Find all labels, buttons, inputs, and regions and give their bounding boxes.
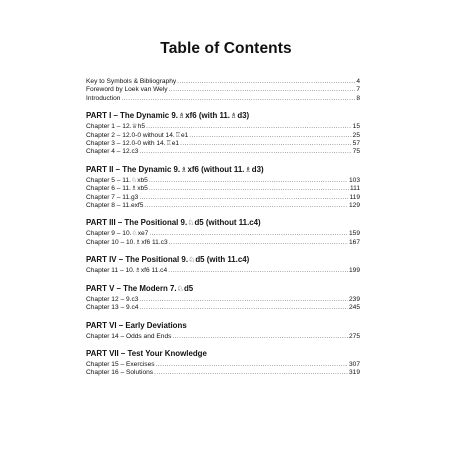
knight-icon: ♘ — [131, 230, 138, 238]
part-heading-text: d3) — [237, 111, 250, 121]
part-heading-text: d5 — [183, 283, 194, 293]
rook-icon: ♖ — [175, 131, 181, 139]
bishop-icon: ♗ — [131, 185, 137, 193]
knight-icon: ♘ — [176, 283, 184, 293]
dot-leader — [154, 369, 348, 377]
front-matter-list — [86, 78, 360, 103]
part-heading-text: PART VI – Early Deviations — [86, 320, 187, 330]
part-heading-text: d5 (with 11.c4) — [195, 255, 250, 265]
toc-entry-chapter[interactable] — [86, 267, 360, 275]
toc-entry-chapter[interactable] — [86, 369, 360, 377]
rook-icon: ♖ — [165, 140, 172, 148]
chapter-text: Chapter 5 – 11. — [86, 176, 131, 184]
chapter-text: xf6 11.c3 — [141, 238, 168, 246]
toc-entry-chapter[interactable] — [86, 230, 360, 238]
chapter-text: Chapter 9 – 10. — [86, 230, 132, 238]
part-heading-3 — [86, 218, 360, 227]
page-title: Table of Contents — [160, 40, 292, 57]
toc-entry-chapter[interactable] — [86, 296, 360, 304]
toc-entry-page: 57 — [352, 140, 360, 148]
toc-entry-chapter[interactable] — [86, 202, 360, 210]
dot-leader — [169, 239, 348, 247]
toc-entry-page: 129 — [348, 202, 360, 210]
toc-entry-page: 159 — [348, 230, 360, 238]
dot-leader — [144, 202, 348, 210]
toc-entry-page: 245 — [348, 304, 360, 312]
part-heading-1 — [86, 111, 360, 120]
toc-entry-label — [86, 132, 188, 140]
toc-entry-chapter[interactable] — [86, 123, 360, 131]
part-heading-text: xf6 (without 11. — [187, 164, 245, 174]
toc-entry-chapter[interactable] — [86, 304, 360, 312]
toc-entry-label: Foreword by Loek van Wely — [86, 86, 168, 94]
toc-entry-label — [86, 177, 148, 185]
part-heading-5 — [86, 284, 360, 293]
dot-leader — [121, 95, 355, 103]
chapter-text: Chapter 2 – 12.0-0 without 14. — [86, 131, 175, 139]
part-heading-text: d3) — [251, 164, 264, 174]
toc-entry-page: 307 — [348, 360, 360, 368]
dot-leader — [146, 123, 352, 131]
knight-icon: ♘ — [131, 176, 137, 184]
chapter-text: Chapter 12 – 9.c3 — [86, 295, 139, 303]
knight-icon: ♘ — [187, 218, 195, 228]
chapter-text: Chapter 13 – 9.c4 — [86, 304, 139, 312]
chapter-text: xb5 — [137, 176, 148, 184]
dot-leader — [139, 296, 348, 304]
part-heading-text: xf6 (with 11. — [185, 111, 230, 121]
bishop-icon: ♗ — [134, 267, 141, 275]
bishop-icon: ♗ — [135, 238, 142, 246]
toc-entry-page: 103 — [348, 176, 360, 184]
toc-entry-chapter[interactable] — [86, 132, 360, 140]
chapter-text: Chapter 15 – Exercises — [86, 360, 155, 368]
chapter-text: Chapter 16 – Solutions — [86, 369, 154, 377]
toc-entry-chapter[interactable] — [86, 361, 360, 369]
chapter-text: Chapter 7 – 11.g3 — [86, 193, 139, 201]
toc-entry-chapter[interactable] — [86, 194, 360, 202]
toc-entry-label — [86, 140, 179, 148]
toc-entry-chapter[interactable] — [86, 140, 360, 148]
toc-entry-front-2[interactable] — [86, 95, 360, 103]
table-of-contents — [86, 78, 360, 378]
chapter-text: h5 — [137, 123, 146, 131]
toc-entry-page: 25 — [352, 131, 360, 139]
part-heading-7 — [86, 349, 360, 358]
dot-leader — [156, 361, 348, 369]
dot-leader — [172, 333, 348, 341]
toc-entry-label — [86, 239, 168, 247]
toc-entry-page: 119 — [349, 193, 360, 201]
toc-entry-label — [86, 267, 167, 275]
toc-entry-label — [86, 230, 148, 238]
toc-entry-label — [86, 202, 143, 210]
part-heading-text: PART IV – The Positional 9. — [86, 255, 189, 265]
toc-entry-label — [86, 296, 138, 304]
dot-leader — [139, 194, 348, 202]
toc-entry-label — [86, 333, 171, 341]
toc-entry-chapter[interactable] — [86, 177, 360, 185]
dot-leader — [168, 267, 348, 275]
toc-entry-page: 167 — [348, 238, 360, 246]
chapter-text: Chapter 3 – 12.0-0 with 14. — [86, 140, 166, 148]
toc-entry-page: 15 — [352, 123, 360, 131]
toc-entry-page: 319 — [348, 369, 360, 377]
toc-entry-chapter[interactable] — [86, 185, 360, 193]
bishop-icon: ♗ — [178, 111, 185, 121]
toc-entry-label — [86, 369, 153, 377]
dot-leader — [169, 86, 356, 94]
toc-entry-label — [86, 304, 138, 312]
part-heading-text: PART V – The Modern 7. — [86, 283, 177, 293]
dot-leader — [149, 177, 348, 185]
toc-entry-page: 239 — [348, 295, 360, 303]
chapter-text: Chapter 6 – 11. — [86, 185, 131, 193]
toc-entry-chapter[interactable] — [86, 333, 360, 341]
part-heading-text: d5 (without 11.c4) — [194, 218, 261, 228]
part-heading-2 — [86, 165, 360, 174]
part-heading-text: PART I – The Dynamic 9. — [86, 111, 178, 121]
toc-entry-page: 7 — [356, 86, 360, 94]
knight-icon: ♘ — [188, 255, 196, 265]
chapter-text: Chapter 11 – 10. — [86, 267, 135, 275]
part-heading-text: PART III – The Positional 9. — [86, 218, 188, 228]
toc-entry-page: 275 — [348, 332, 360, 340]
part-heading-6 — [86, 321, 360, 330]
chapter-text: Chapter 1 – 12. — [86, 123, 132, 131]
chapter-text: Chapter 10 – 10. — [86, 238, 136, 246]
queen-icon: ♕ — [131, 123, 138, 131]
toc-entry-page: 4 — [356, 78, 360, 85]
chapter-text: e1 — [171, 140, 180, 148]
toc-entry-label — [86, 185, 148, 193]
toc-entry-front-0[interactable] — [86, 78, 360, 86]
part-heading-text: PART II – The Dynamic 9. — [86, 164, 181, 174]
part-heading-4 — [86, 255, 360, 264]
toc-entry-page: 199 — [348, 267, 360, 275]
bishop-icon: ♗ — [180, 164, 188, 174]
toc-entry-label — [86, 194, 138, 202]
toc-entry-chapter[interactable] — [86, 148, 360, 156]
dot-leader — [149, 185, 349, 193]
toc-entry-label: Key to Symbols & Bibliography — [86, 78, 177, 85]
toc-entry-label — [86, 148, 138, 156]
dot-leader — [177, 78, 355, 86]
bishop-icon: ♗ — [230, 111, 238, 121]
dot-leader — [180, 140, 352, 148]
toc-entry-chapter[interactable] — [86, 239, 360, 247]
bishop-icon: ♗ — [244, 164, 252, 174]
dot-leader — [139, 304, 348, 312]
dot-leader — [139, 148, 351, 156]
chapter-text: xe7 — [137, 230, 149, 238]
chapter-text: Chapter 14 – Odds and Ends — [86, 332, 172, 340]
dot-leader — [189, 132, 351, 140]
toc-entry-page: 75 — [352, 148, 360, 156]
chapter-text: e1 — [180, 131, 189, 139]
parts-list — [86, 111, 360, 378]
chapter-text: xb5 — [137, 185, 148, 193]
chapter-text: Chapter 8 – 11.exf5 — [86, 202, 144, 210]
toc-entry-label: Introduction — [86, 94, 121, 102]
part-heading-text: PART VII – Test Your Knowledge — [86, 348, 207, 358]
toc-entry-page: 111 — [349, 185, 360, 193]
chapter-text: xf6 11.c4 — [140, 267, 168, 275]
dot-leader — [149, 230, 348, 238]
toc-entry-page: 8 — [356, 94, 360, 102]
toc-entry-label — [86, 123, 145, 131]
toc-entry-front-1[interactable] — [86, 86, 360, 94]
toc-entry-label — [86, 361, 155, 369]
chapter-text: Chapter 4 – 12.c3 — [86, 148, 139, 156]
